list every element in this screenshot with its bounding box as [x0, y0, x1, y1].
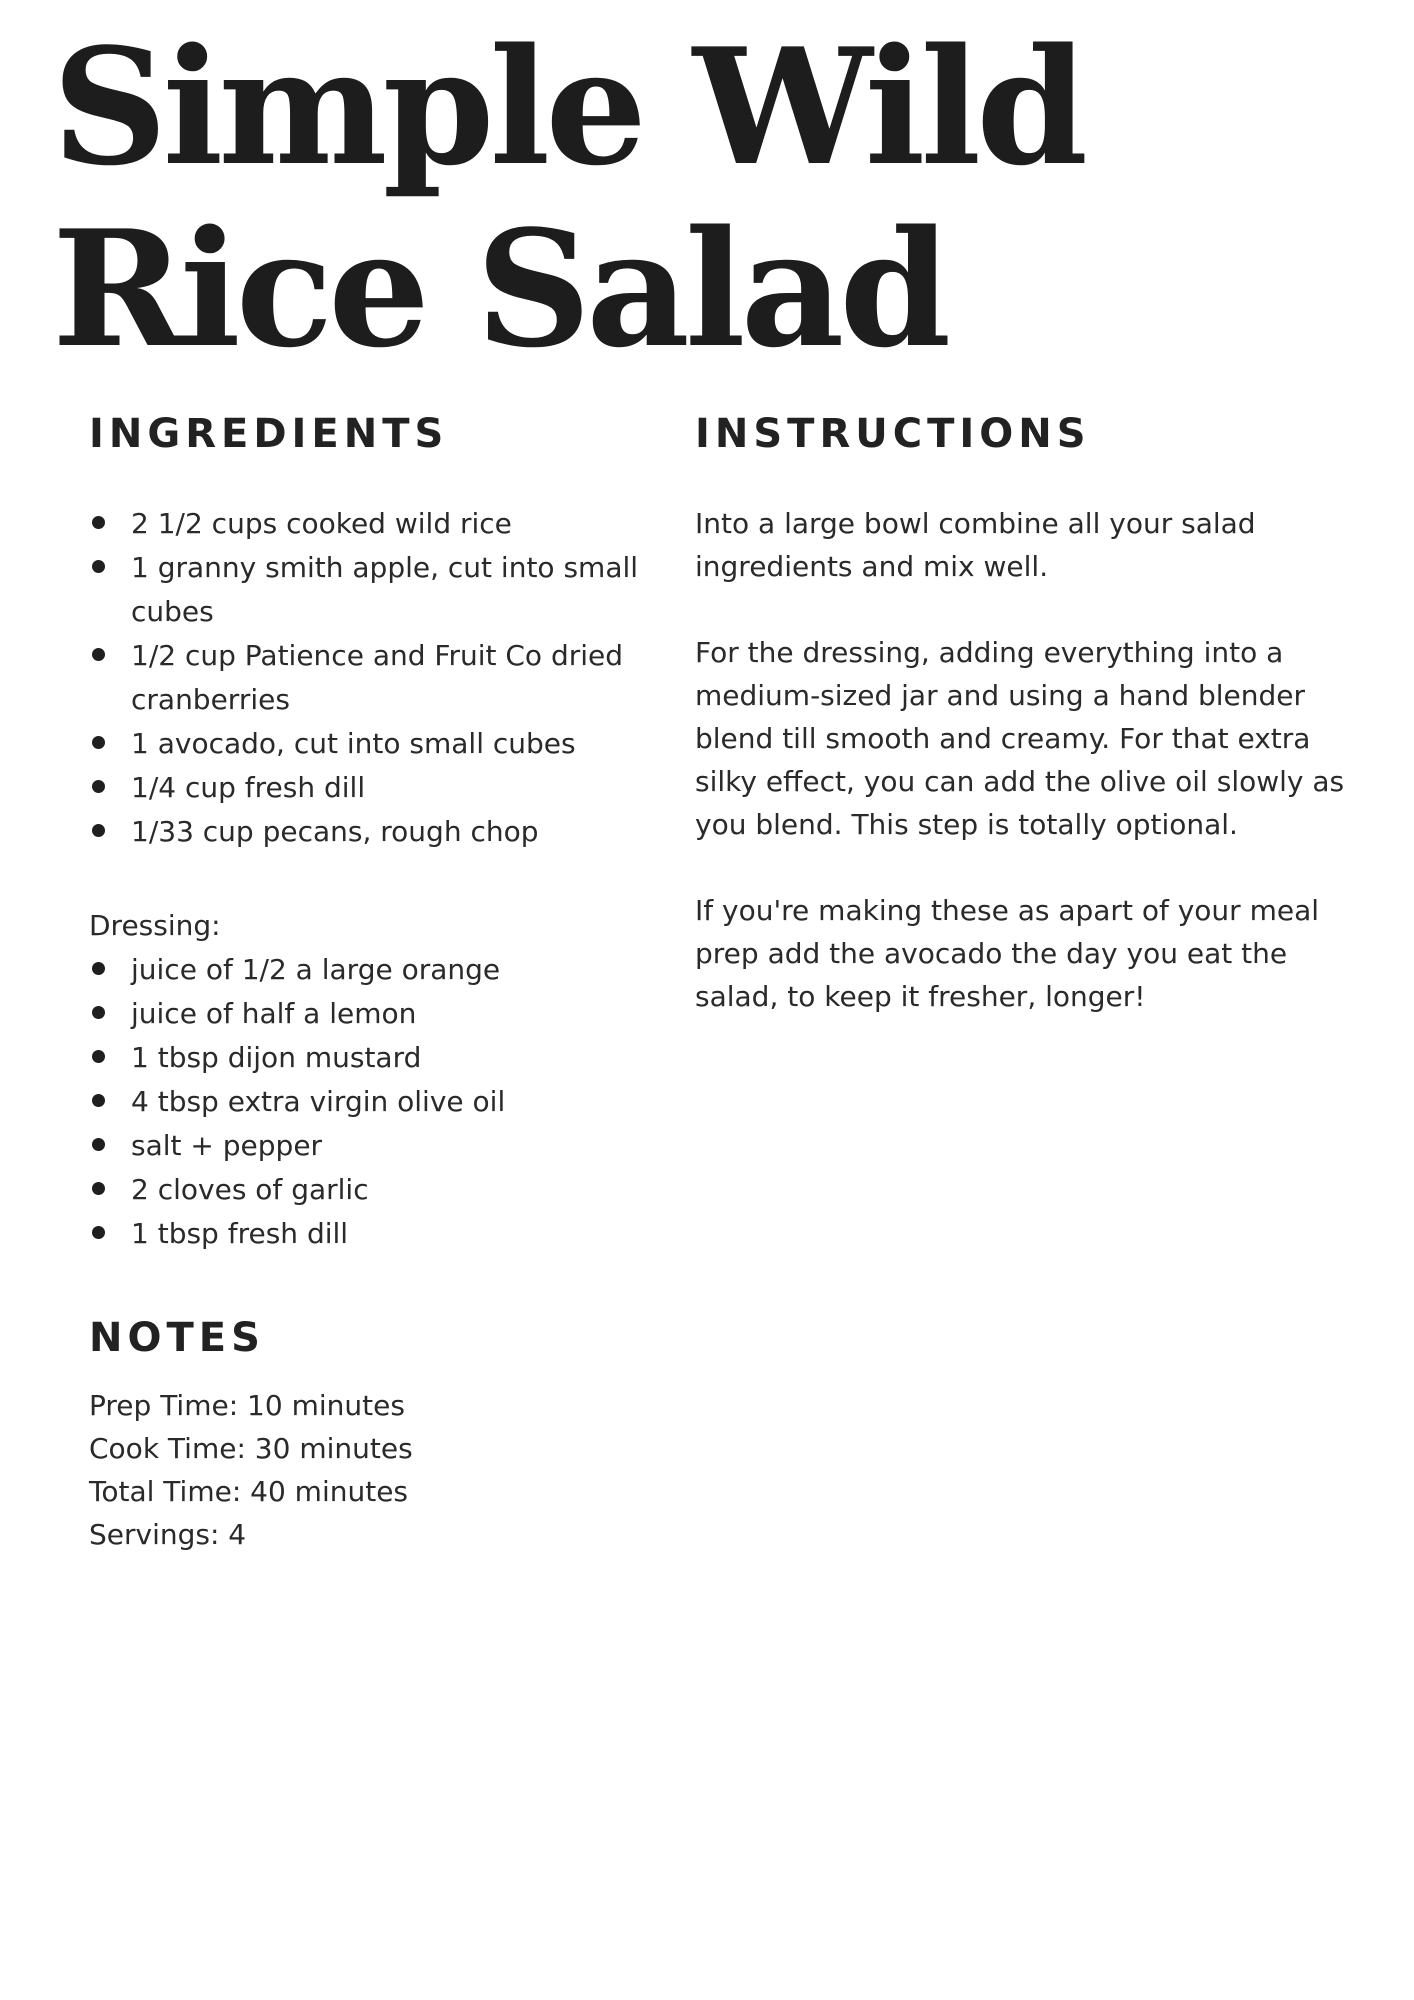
- list-item: [89, 766, 649, 810]
- total-time: Total Time: 40 minutes: [89, 1475, 409, 1508]
- ingredient-text: 1 avocado, cut into small cubes: [131, 727, 576, 760]
- bullet-icon: [92, 648, 105, 661]
- prep-time: Prep Time: 10 minutes: [89, 1389, 405, 1422]
- bullet-icon: [92, 560, 105, 573]
- notes-heading: NOTES: [89, 1315, 265, 1361]
- list-item: [89, 1168, 649, 1212]
- servings: Servings: 4: [89, 1518, 247, 1551]
- list-item: [89, 1124, 649, 1168]
- recipe-title: [52, 13, 1084, 383]
- list-item: [89, 1080, 649, 1124]
- bullet-icon: [92, 1050, 105, 1063]
- bullet-icon: [92, 1182, 105, 1195]
- instruction-step: If you're making these as apart of your meal prep add the avocado the day you eat the salad, to keep it fresher, longer!: [695, 894, 1320, 1013]
- list-item: [89, 948, 649, 992]
- ingredient-text: 1/2 cup Patience and Fruit Co dried cranberries: [131, 639, 624, 716]
- ingredients-heading: INGREDIENTS: [89, 411, 449, 457]
- bullet-icon: [92, 780, 105, 793]
- bullet-icon: [92, 516, 105, 529]
- bullet-icon: [92, 1006, 105, 1019]
- recipe-title-line-2: Rice Salad: [52, 195, 947, 383]
- bullet-icon: [92, 736, 105, 749]
- bullet-icon: [92, 962, 105, 975]
- dressing-text: salt + pepper: [131, 1129, 323, 1162]
- dressing-text: 2 cloves of garlic: [131, 1173, 369, 1206]
- dressing-list: [89, 948, 649, 1256]
- ingredients-list: [89, 502, 649, 854]
- list-item: [89, 992, 649, 1036]
- right-column: [695, 410, 1355, 1061]
- list-item: [89, 634, 649, 722]
- recipe-title-line-1: Simple Wild: [52, 13, 1084, 201]
- list-item: [89, 722, 649, 766]
- dressing-label: Dressing:: [89, 909, 221, 942]
- list-item: [89, 810, 649, 854]
- ingredient-text: 1/33 cup pecans, rough chop: [131, 815, 539, 848]
- list-item: [89, 502, 649, 546]
- dressing-text: juice of 1/2 a large orange: [131, 953, 501, 986]
- left-column: [89, 410, 649, 1556]
- bullet-icon: [92, 1094, 105, 1107]
- instruction-step: Into a large bowl combine all your salad ingredients and mix well.: [695, 507, 1256, 583]
- ingredient-text: 1/4 cup fresh dill: [131, 771, 366, 804]
- cook-time: Cook Time: 30 minutes: [89, 1432, 413, 1465]
- notes-block: [89, 1384, 649, 1556]
- dressing-text: 1 tbsp dijon mustard: [131, 1041, 422, 1074]
- dressing-text: juice of half a lemon: [131, 997, 417, 1030]
- dressing-text: 1 tbsp fresh dill: [131, 1217, 349, 1250]
- instruction-step: For the dressing, adding everything into a medium-sized jar and using a hand blender blend till smooth and creamy. For that extra silky effect, you can add the olive oil slowly as you blend. This step is totally optional.: [695, 636, 1345, 841]
- list-item: [89, 1212, 649, 1256]
- instructions-heading: INSTRUCTIONS: [695, 411, 1091, 457]
- instructions-body: [695, 502, 1355, 1018]
- list-item: [89, 546, 649, 634]
- bullet-icon: [92, 1226, 105, 1239]
- bullet-icon: [92, 1138, 105, 1151]
- dressing-text: 4 tbsp extra virgin olive oil: [131, 1085, 506, 1118]
- ingredient-text: 2 1/2 cups cooked wild rice: [131, 507, 512, 540]
- list-item: [89, 1036, 649, 1080]
- ingredient-text: 1 granny smith apple, cut into small cubes: [131, 551, 639, 628]
- bullet-icon: [92, 824, 105, 837]
